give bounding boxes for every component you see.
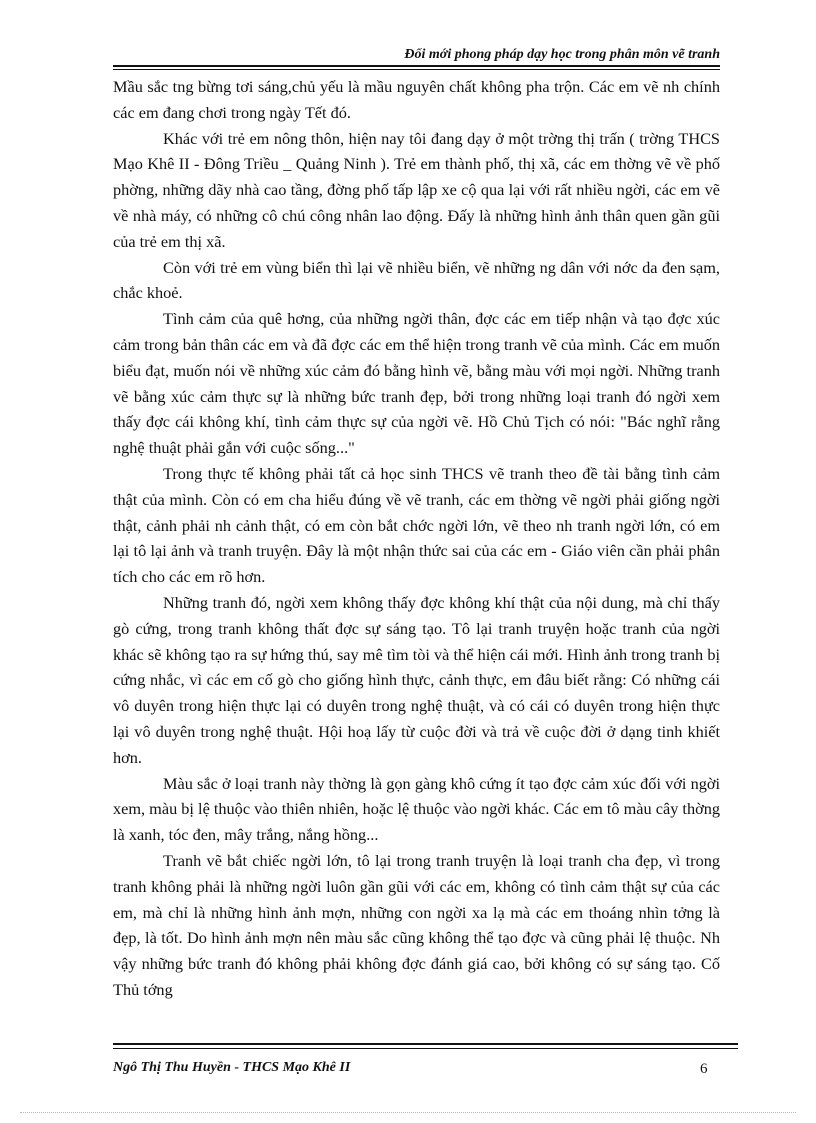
paragraph: Những tranh đó, ngời xem không thấy đợc không khí thật của nội dung, mà chỉ thấy gò cứng, trong tranh không thất đợc sự sáng tạo. Tô lại tranh truyện hoặc tranh của ngời khác sẽ không tạo ra sự hứng thú, say mê tìm tòi và thể hiện cái mới. Hình ảnh trong tranh bị cứng nhắc, vì các em cố gò cho giống hình thực, cảnh thực, em đâu biết rằng: Có những cái vô duyên trong hiện thực lại có duyên trong nghệ thuật, và có cái có duyên trong hiện thực lại vô duyên trong nghệ thuật. Hội hoạ lấy từ cuộc đời và trả về cuộc đời ở dạng tinh khiết hơn. (113, 592, 720, 767)
body-text (113, 74, 720, 1003)
running-header: Đổi mới phong pháp dạy học trong phân môn vẽ tranh (404, 47, 720, 62)
footer-author: Ngô Thị Thu Huyền - THCS Mạo Khê II (113, 1060, 351, 1075)
paragraph: Mầu sắc tng bừng tơi sáng,chủ yếu là mầu nguyên chất không pha trộn. Các em vẽ nh chính các em đang chơi trong ngày Tết đó. (113, 77, 720, 122)
footer-rule-thin (113, 1048, 738, 1049)
page-number: 6 (700, 1061, 708, 1077)
paragraph: Trong thực tế không phải tất cả học sinh THCS vẽ tranh theo đề tài bằng tình cảm thật của mình. Còn có em cha hiểu đúng về vẽ tranh, các em thờng vẽ ngời phải giống ngời thật, cảnh phải nh cảnh thật, có em còn bắt chớc ngời lớn, vẽ theo nh tranh ngời lớn, có em lại tô lại ảnh và tranh truyện. Đây là một nhận thức sai của các em - Giáo viên cần phải phân tích cho các em rõ hơn. (113, 463, 720, 587)
header-rule (113, 65, 720, 67)
page-edge (20, 1112, 796, 1113)
paragraph: Khác với trẻ em nông thôn, hiện nay tôi đang dạy ở một trờng thị trấn ( trờng THCS Mạo Khê II - Đông Triều _ Quảng Ninh ). Trẻ em thành phố, thị xã, các em thờng vẽ về phố phờng, những dãy nhà cao tầng, đờng phố tấp lập xe cộ qua lại với rất nhiều ngời, các em vẽ về nhà máy, có những cô chú công nhân lao động. Đấy là những hình ảnh thân quen gần gũi của trẻ em thị xã. (113, 128, 720, 251)
paragraph: Màu sắc ở loại tranh này thờng là gọn gàng khô cứng ít tạo đợc cảm xúc đối với ngời xem, màu bị lệ thuộc vào thiên nhiên, hoặc lệ thuộc vào ngời khác. Các em tô màu cây thờng là xanh, tóc đen, mây trắng, nắng hồng... (113, 773, 720, 845)
paragraph: Còn với trẻ em vùng biển thì lại vẽ nhiều biển, vẽ những ng dân với nớc da đen sạm, chắc khoẻ. (113, 257, 720, 303)
paragraph: Tranh vẽ bắt chiếc ngời lớn, tô lại trong tranh truyện là loại tranh cha đẹp, vì trong tranh không phải là những ngời luôn gần gũi với các em, không có tình cảm thật sự của các em, mà chỉ là những hình ảnh mợn, những con ngời xa lạ mà các em thoáng nhìn tởng là đẹp, là tốt. Do hình ảnh mợn nên màu sắc cũng không thể tạo đợc và cũng phải lệ thuộc. Nh vậy những bức tranh đó không phải không đợc đánh giá cao, bởi không có sự sáng tạo. Cố Thủ tớng (113, 850, 720, 999)
header-rule-thin (113, 69, 720, 70)
paragraph: Tình cảm của quê hơng, của những ngời thân, đợc các em tiếp nhận và tạo đợc xúc cảm trong bản thân các em và đã đợc các em thể hiện trong tranh vẽ của mình. Các em muốn biểu đạt, muốn nói về những xúc cảm đó bằng hình vẽ, bằng màu với mọi ngời. Những tranh vẽ bằng xúc cảm thực sự là những bức tranh đẹp, bởi trong những loại tranh đó ngời xem thấy đợc cái không khí, tình cảm thực sự của ngời vẽ. Hồ Chủ Tịch có nói: "Bác nghĩ rằng nghệ thuật phải gắn với cuộc sống..." (113, 309, 720, 458)
footer-rule (113, 1043, 738, 1045)
